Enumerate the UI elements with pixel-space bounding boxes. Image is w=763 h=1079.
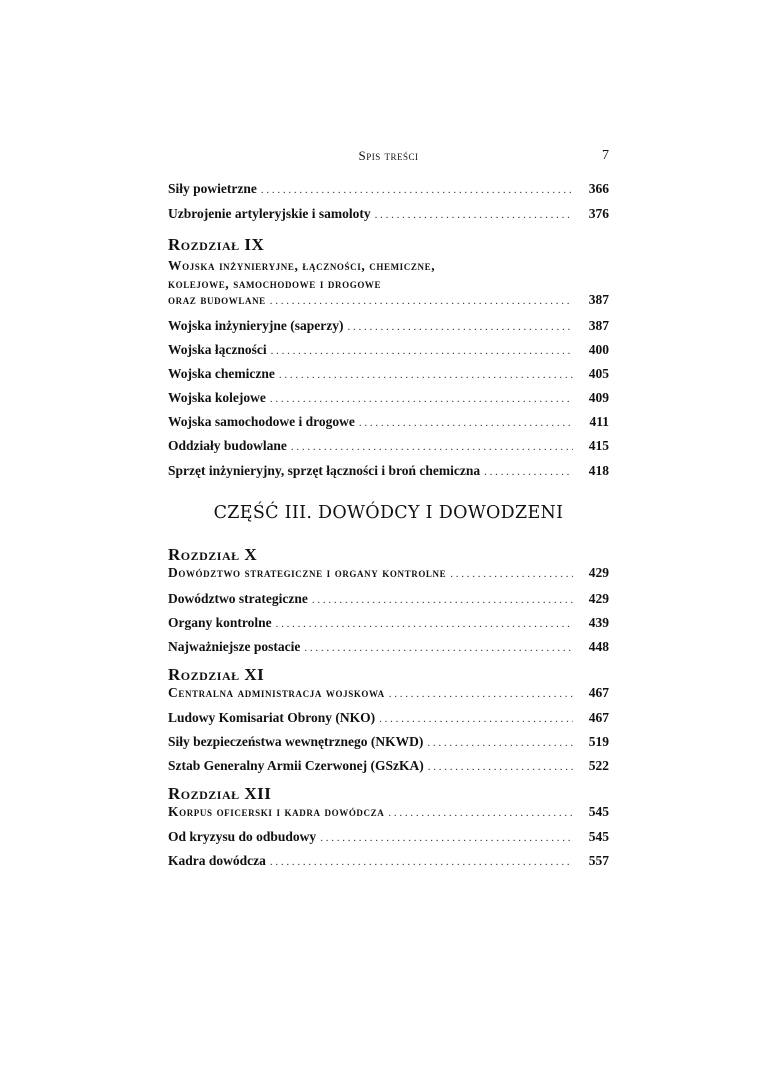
leader-dots xyxy=(270,393,573,405)
toc-entry-title: Dowództwo strategiczne xyxy=(168,591,308,606)
leader-dots xyxy=(291,441,573,453)
toc-entry-page: 522 xyxy=(588,758,609,773)
toc-entry-page: 411 xyxy=(589,414,609,429)
chapter-title-entry xyxy=(168,804,609,824)
toc-entry-page: 429 xyxy=(588,591,609,606)
toc-entry xyxy=(168,591,609,611)
toc-entry xyxy=(168,206,609,226)
running-head xyxy=(168,148,609,168)
toc-entry-title: Oddziały budowlane xyxy=(168,438,287,453)
leader-dots xyxy=(270,856,573,868)
toc-entry-title: Wojska inżynieryjne (saperzy) xyxy=(168,318,344,333)
toc-entry-page: 405 xyxy=(588,366,609,381)
chapter-title-line: Wojska inżynieryjne, łączności, chemiczne, xyxy=(168,258,436,273)
toc-entry-title: Sztab Generalny Armii Czerwonej (GSzKA) xyxy=(168,758,424,773)
toc-entry-title: Najważniejsze postacie xyxy=(168,639,301,654)
toc-entry-title: Wojska kolejowe xyxy=(168,390,266,405)
toc-entry-title: Kadra dowódcza xyxy=(168,853,266,868)
toc-entry-title: Od kryzysu do odbudowy xyxy=(168,829,317,844)
toc-entry xyxy=(168,639,609,659)
leader-dots xyxy=(359,417,573,429)
toc-entry-title: Wojska łączności xyxy=(168,342,267,357)
leader-dots xyxy=(428,761,573,773)
toc-entry-page: 387 xyxy=(588,292,609,307)
chapter-title-entry xyxy=(168,685,609,705)
running-title: Spis treści xyxy=(358,148,419,163)
leader-dots xyxy=(379,713,573,725)
toc-entry-page: 415 xyxy=(588,438,609,453)
chapter-title-entry xyxy=(168,565,609,585)
chapter-label: Rozdział IX xyxy=(168,235,265,254)
toc-entry-title: Uzbrojenie artyleryjskie i samoloty xyxy=(168,206,371,221)
toc-entry-page: 545 xyxy=(588,829,609,844)
leader-dots xyxy=(450,568,573,580)
toc-entry xyxy=(168,758,609,778)
toc-entry-page: 429 xyxy=(588,565,609,580)
toc-entry-page: 467 xyxy=(588,685,609,700)
toc-entry-title: Wojska samochodowe i drogowe xyxy=(168,414,355,429)
toc-entry xyxy=(168,318,609,338)
toc-entry-page: 545 xyxy=(588,804,609,819)
toc-entry xyxy=(168,181,609,201)
chapter-title-last-line: oraz budowlane xyxy=(168,292,266,307)
leader-dots xyxy=(389,688,573,700)
part-heading: CZĘŚĆ III. DOWÓDCY I DOWODZENI xyxy=(213,503,564,523)
toc-entry-title: Sprzęt inżynieryjny, sprzęt łączności i broń chemiczna xyxy=(168,463,481,478)
leader-dots xyxy=(320,832,573,844)
toc-entry-page: 376 xyxy=(588,206,609,221)
leader-dots xyxy=(261,184,573,196)
toc-entry-title: Ludowy Komisariat Obrony (NKO) xyxy=(168,710,376,725)
toc-entry-page: 448 xyxy=(588,639,609,654)
toc-entry-page: 439 xyxy=(588,615,609,630)
toc-entry-page: 400 xyxy=(588,342,609,357)
toc-entry xyxy=(168,366,609,386)
leader-dots xyxy=(304,642,573,654)
page-number: 7 xyxy=(602,148,609,163)
leader-dots xyxy=(347,321,573,333)
leader-dots xyxy=(271,345,573,357)
leader-dots xyxy=(279,369,573,381)
toc-entry-page: 387 xyxy=(588,318,609,333)
chapter-title: Dowództwo strategiczne i organy kontrolne xyxy=(168,565,447,580)
toc-entry xyxy=(168,829,609,849)
toc-entry xyxy=(168,463,609,483)
toc-entry xyxy=(168,853,609,873)
toc-entry xyxy=(168,734,609,754)
toc-entry-title: Siły powietrzne xyxy=(168,181,257,196)
chapter-title: Centralna administracja wojskowa xyxy=(168,685,385,700)
toc-entry-title: Siły bezpieczeństwa wewnętrznego (NKWD) xyxy=(168,734,424,749)
toc-entry xyxy=(168,438,609,458)
chapter-label: Rozdział X xyxy=(168,545,258,564)
leader-dots xyxy=(388,807,573,819)
toc-entry-title: Organy kontrolne xyxy=(168,615,272,630)
toc-entry-page: 418 xyxy=(588,463,609,478)
leader-dots xyxy=(312,594,573,606)
leader-dots xyxy=(276,618,573,630)
chapter-title-entry xyxy=(168,292,609,312)
toc-entry-page: 467 xyxy=(588,710,609,725)
toc-entry xyxy=(168,615,609,635)
chapter-title-line: kolejowe, samochodowe i drogowe xyxy=(168,276,382,291)
toc-entry-page: 557 xyxy=(588,853,609,868)
toc-entry-page: 519 xyxy=(588,734,609,749)
chapter-title: Korpus oficerski i kadra dowódcza xyxy=(168,804,385,819)
leader-dots xyxy=(427,737,573,749)
chapter-label: Rozdział XII xyxy=(168,784,272,803)
toc-entry xyxy=(168,390,609,410)
toc-entry-page: 409 xyxy=(588,390,609,405)
leader-dots xyxy=(484,466,573,478)
chapter-label: Rozdział XI xyxy=(168,665,265,684)
toc-entry xyxy=(168,710,609,730)
toc-entry-page: 366 xyxy=(588,181,609,196)
toc-entry xyxy=(168,342,609,362)
toc-entry-title: Wojska chemiczne xyxy=(168,366,275,381)
toc-entry xyxy=(168,414,609,434)
leader-dots xyxy=(270,295,573,307)
leader-dots xyxy=(375,209,573,221)
